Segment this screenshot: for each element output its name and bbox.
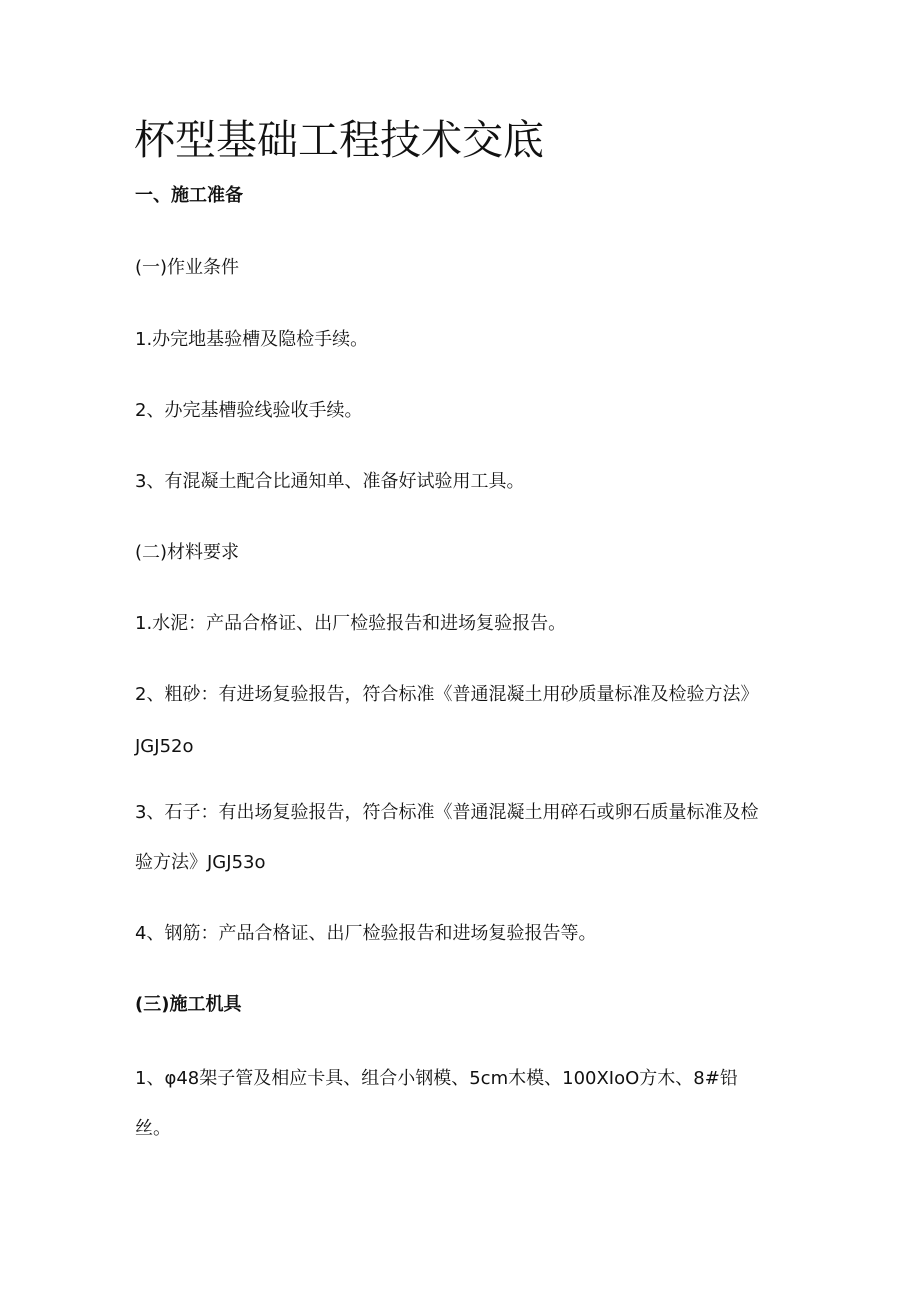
paragraph-item-2-1: 1.水泥：产品合格证、出厂检验报告和进场复验报告。	[135, 613, 567, 634]
paragraph-item-2-4: 4、钢筋：产品合格证、出厂检验报告和进场复验报告等。	[135, 923, 597, 944]
subsection-heading-material-requirements: (二)材料要求	[135, 542, 240, 563]
paragraph-item-2-2-line-1: 2、粗砂：有进场复验报告，符合标准《普通混凝土用砂质量标准及检验方法》	[135, 684, 759, 705]
paragraph-item-3-1-line-2: 丝。	[135, 1118, 171, 1139]
paragraph-item-1-3: 3、有混凝土配合比通知单、准备好试验用工具。	[135, 471, 525, 492]
paragraph-item-1-2: 2、办完基槽验线验收手续。	[135, 400, 363, 421]
paragraph-item-3-1-line-1: 1、φ48架子管及相应卡具、组合小钢模、5cm木模、100XIoO方木、8#铅	[135, 1068, 738, 1089]
subsection-heading-construction-equipment: (三)施工机具	[135, 994, 242, 1015]
section-heading-construction-preparation: 一、施工准备	[135, 185, 243, 206]
paragraph-item-2-2-line-2: JGJ52o	[135, 736, 194, 757]
paragraph-item-1-1: 1.办完地基验槽及隐检手续。	[135, 329, 369, 350]
document-title: 杯型基础工程技术交底	[134, 116, 544, 164]
subsection-heading-work-conditions: (一)作业条件	[135, 257, 240, 278]
paragraph-item-2-3-line-1: 3、石子：有出场复验报告，符合标准《普通混凝土用碎石或卵石质量标准及检	[135, 802, 759, 823]
paragraph-item-2-3-line-2: 验方法》JGJ53o	[135, 852, 266, 873]
